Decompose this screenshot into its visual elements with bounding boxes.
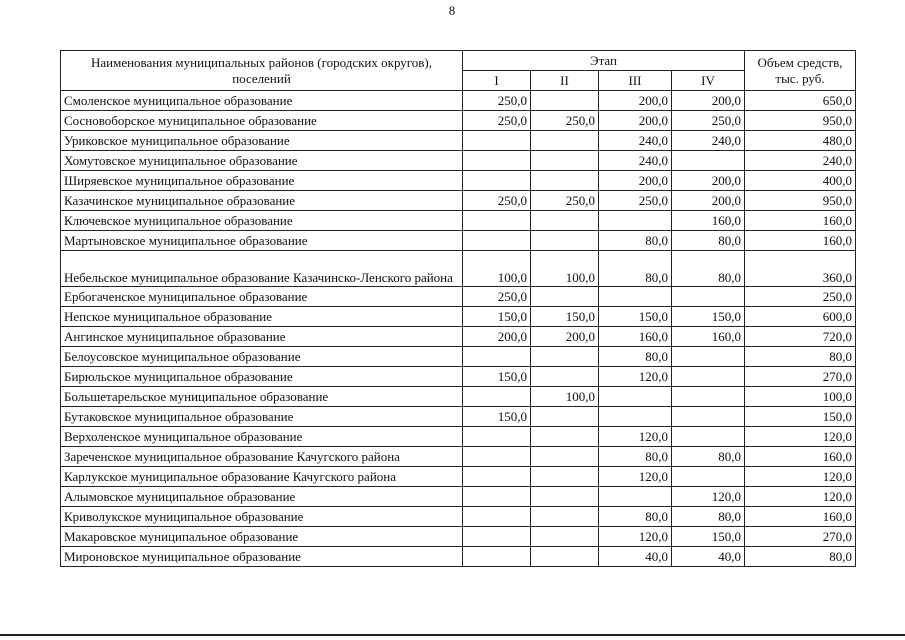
table-row [61,427,856,447]
cell-stage-4: 240,0 [672,131,745,151]
cell-stage-1 [463,447,531,467]
cell-name: Карлукское муниципальное образование Качугского района [61,467,463,487]
cell-stage-3: 240,0 [599,131,672,151]
table-row [61,287,856,307]
cell-stage-2 [531,91,599,111]
cell-name: Ширяевское муниципальное образование [61,171,463,191]
cell-stage-4 [672,407,745,427]
table-row [61,171,856,191]
cell-stage-1 [463,231,531,251]
cell-stage-4: 200,0 [672,91,745,111]
table-row [61,231,856,251]
cell-stage-4: 150,0 [672,307,745,327]
cell-stage-4: 40,0 [672,547,745,567]
cell-total: 400,0 [745,171,856,191]
cell-stage-1: 100,0 [463,251,531,287]
cell-total: 160,0 [745,507,856,527]
cell-name: Бутаковское муниципальное образование [61,407,463,427]
cell-stage-2 [531,467,599,487]
table-row [61,251,856,287]
cell-stage-1 [463,467,531,487]
cell-stage-4: 160,0 [672,327,745,347]
cell-name: Небельское муниципальное образование Казачинско-Ленского района [61,251,463,287]
cell-stage-4: 80,0 [672,507,745,527]
table-row [61,111,856,131]
cell-stage-1: 250,0 [463,287,531,307]
cell-stage-3 [599,211,672,231]
header-stage-3: III [599,71,672,91]
cell-name: Казачинское муниципальное образование [61,191,463,211]
cell-total: 600,0 [745,307,856,327]
cell-name: Криволукское муниципальное образование [61,507,463,527]
cell-stage-3: 150,0 [599,307,672,327]
cell-total: 150,0 [745,407,856,427]
cell-stage-4: 80,0 [672,251,745,287]
cell-stage-3: 120,0 [599,367,672,387]
cell-stage-3: 80,0 [599,347,672,367]
cell-stage-4 [672,367,745,387]
cell-total: 270,0 [745,367,856,387]
cell-name: Бирюльское муниципальное образование [61,367,463,387]
cell-stage-1 [463,487,531,507]
table-row [61,407,856,427]
cell-name: Зареченское муниципальное образование Качугского района [61,447,463,467]
header-total: Объем средств, тыс. руб. [745,51,856,91]
table-row [61,307,856,327]
table-row [61,507,856,527]
cell-stage-4: 120,0 [672,487,745,507]
cell-stage-1: 150,0 [463,367,531,387]
cell-stage-2 [531,151,599,171]
cell-total: 160,0 [745,447,856,467]
cell-name: Непское муниципальное образование [61,307,463,327]
cell-stage-2 [531,507,599,527]
cell-stage-1 [463,527,531,547]
table-row [61,467,856,487]
page-number: 8 [448,3,456,18]
cell-name: Большетарельское муниципальное образование [61,387,463,407]
cell-stage-3: 200,0 [599,111,672,131]
cell-stage-3: 240,0 [599,151,672,171]
cell-stage-1: 250,0 [463,111,531,131]
cell-stage-1 [463,131,531,151]
cell-total: 270,0 [745,527,856,547]
cell-total: 250,0 [745,287,856,307]
cell-stage-3 [599,487,672,507]
cell-stage-4: 80,0 [672,447,745,467]
cell-stage-3 [599,387,672,407]
table-row [61,347,856,367]
cell-total: 720,0 [745,327,856,347]
cell-total: 950,0 [745,111,856,131]
cell-stage-4: 160,0 [672,211,745,231]
cell-name: Ербогаченское муниципальное образование [61,287,463,307]
cell-stage-2 [531,131,599,151]
cell-stage-2 [531,367,599,387]
cell-total: 360,0 [745,251,856,287]
cell-stage-3: 80,0 [599,251,672,287]
header-stage: Этап [463,51,745,71]
cell-name: Мироновское муниципальное образование [61,547,463,567]
cell-stage-1: 250,0 [463,91,531,111]
cell-stage-2 [531,447,599,467]
table-row [61,131,856,151]
cell-stage-3: 40,0 [599,547,672,567]
cell-name: Верхоленское муниципальное образование [61,427,463,447]
cell-total: 100,0 [745,387,856,407]
cell-total: 160,0 [745,211,856,231]
cell-stage-3: 200,0 [599,91,672,111]
cell-name: Мартыновское муниципальное образование [61,231,463,251]
cell-stage-3 [599,407,672,427]
cell-stage-1 [463,151,531,171]
header-row [61,51,856,71]
cell-stage-3: 120,0 [599,427,672,447]
cell-stage-2: 200,0 [531,327,599,347]
cell-stage-4: 150,0 [672,527,745,547]
cell-name: Ангинское муниципальное образование [61,327,463,347]
cell-stage-1 [463,547,531,567]
cell-total: 120,0 [745,487,856,507]
cell-total: 80,0 [745,547,856,567]
cell-stage-3: 200,0 [599,171,672,191]
cell-stage-1 [463,211,531,231]
cell-stage-1 [463,507,531,527]
cell-stage-2 [531,547,599,567]
cell-stage-4: 80,0 [672,231,745,251]
cell-stage-3: 80,0 [599,231,672,251]
cell-stage-2 [531,427,599,447]
cell-total: 950,0 [745,191,856,211]
cell-stage-3: 160,0 [599,327,672,347]
cell-stage-2 [531,231,599,251]
cell-name: Макаровское муниципальное образование [61,527,463,547]
cell-name: Ключевское муниципальное образование [61,211,463,231]
table-row [61,327,856,347]
table-row [61,547,856,567]
cell-stage-3: 80,0 [599,507,672,527]
cell-name: Сосновоборское муниципальное образование [61,111,463,131]
cell-stage-2 [531,487,599,507]
cell-stage-4: 250,0 [672,111,745,131]
cell-stage-2 [531,527,599,547]
cell-stage-4 [672,151,745,171]
cell-stage-1: 200,0 [463,327,531,347]
cell-stage-4 [672,347,745,367]
header-name: Наименования муниципальных районов (городских округов), поселений [61,51,463,91]
cell-stage-1: 250,0 [463,191,531,211]
table-row [61,191,856,211]
cell-name: Смоленское муниципальное образование [61,91,463,111]
table-row [61,91,856,111]
cell-stage-3: 120,0 [599,467,672,487]
cell-stage-1: 150,0 [463,307,531,327]
cell-total: 120,0 [745,467,856,487]
table-body [61,91,856,567]
table-row [61,527,856,547]
cell-total: 240,0 [745,151,856,171]
header-stage-4: IV [672,71,745,91]
cell-name: Уриковское муниципальное образование [61,131,463,151]
cell-total: 160,0 [745,231,856,251]
cell-stage-4: 200,0 [672,191,745,211]
header-stage-2: II [531,71,599,91]
table-row [61,151,856,171]
cell-stage-2: 250,0 [531,191,599,211]
cell-stage-2: 100,0 [531,251,599,287]
cell-stage-2 [531,347,599,367]
cell-stage-1 [463,387,531,407]
cell-stage-4 [672,287,745,307]
cell-stage-2: 100,0 [531,387,599,407]
table-row [61,211,856,231]
cell-stage-3 [599,287,672,307]
scan-bottom-edge [0,634,905,636]
cell-stage-4 [672,467,745,487]
cell-stage-4: 200,0 [672,171,745,191]
funding-table [60,50,856,567]
cell-stage-2 [531,287,599,307]
cell-total: 650,0 [745,91,856,111]
cell-name: Хомутовское муниципальное образование [61,151,463,171]
table-row [61,387,856,407]
table-row [61,487,856,507]
table-row [61,367,856,387]
cell-stage-1 [463,347,531,367]
cell-stage-2 [531,171,599,191]
cell-stage-2 [531,407,599,427]
cell-stage-3: 120,0 [599,527,672,547]
cell-stage-2 [531,211,599,231]
cell-stage-2: 150,0 [531,307,599,327]
cell-total: 80,0 [745,347,856,367]
cell-stage-4 [672,387,745,407]
cell-name: Белоусовское муниципальное образование [61,347,463,367]
cell-total: 120,0 [745,427,856,447]
cell-stage-1: 150,0 [463,407,531,427]
cell-total: 480,0 [745,131,856,151]
cell-stage-3: 250,0 [599,191,672,211]
cell-stage-2: 250,0 [531,111,599,131]
cell-stage-1 [463,171,531,191]
header-stage-1: I [463,71,531,91]
table-row [61,447,856,467]
cell-name: Алымовское муниципальное образование [61,487,463,507]
cell-stage-4 [672,427,745,447]
cell-stage-1 [463,427,531,447]
cell-stage-3: 80,0 [599,447,672,467]
